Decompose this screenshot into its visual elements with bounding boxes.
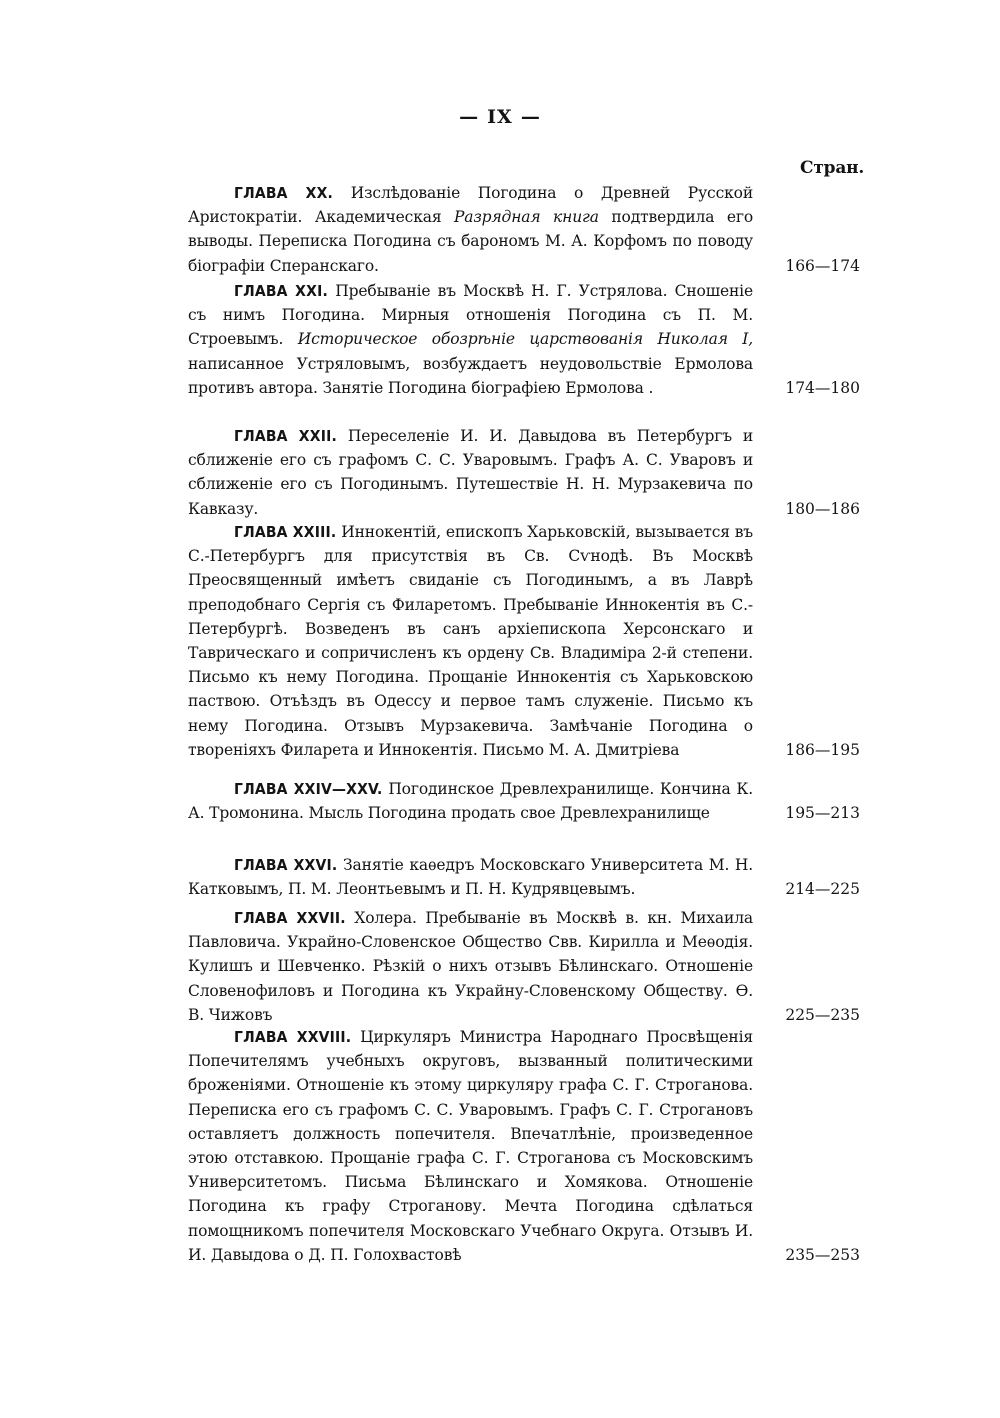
dash-right: — bbox=[520, 106, 541, 128]
chapter-heading: ГЛАВА XXVIII. bbox=[234, 1028, 352, 1046]
toc-entry-chapter-28 bbox=[188, 1025, 860, 1267]
toc-entry-chapter-23 bbox=[188, 520, 860, 762]
entry-description: ГЛАВА XXI. Пребываніе въ Москвѣ Н. Г. Устрялова. Сношеніе съ нимъ Погодина. Мирныя отношенія Погодина съ П. М. Строевымъ. Историческое обозрѣніе царствованія Николая I, написанное Устряловымъ, возбуждаетъ неудовольствіе Ермолова противъ автора. Занятіе Погодина біографіею Ермолова . bbox=[188, 282, 753, 397]
toc-entry-chapter-20 bbox=[188, 181, 860, 278]
toc-entry-chapter-21 bbox=[188, 279, 860, 400]
entry-description: ГЛАВА XXVIII. Циркуляръ Министра Народнаго Просвѣщенія Попечителямъ учебныхъ округовъ, вызванный политическими броженіями. Отношеніе къ этому циркуляру графа С. Г. Строганова. Переписка его съ графомъ С. С. Уваровымъ. Графъ С. Г. Строгановъ оставляетъ должность попечителя. Впечатлѣніе, произведенное этою отставкою. Прощаніе графа С. Г. Строганова съ Московскимъ Университетомъ. Письма Бѣлинскаго и Хомякова. Отношеніе Погодина къ графу Строганову. Мечта Погодина сдѣлаться помощникомъ попечителя Московскаго Учебнаго Округа. Отзывъ И. И. Давыдова о Д. П. Голохвастовѣ bbox=[188, 1028, 754, 1264]
entry-page-range: 214—225 bbox=[785, 880, 860, 899]
chapter-heading: ГЛАВА XXVII. bbox=[234, 909, 346, 927]
pages-column-label: Стран. bbox=[800, 158, 865, 178]
entry-page-range: 174—180 bbox=[785, 378, 860, 397]
chapter-heading: ГЛАВА XXII. bbox=[234, 427, 337, 445]
entry-page-range: 195—213 bbox=[785, 804, 860, 823]
entry-page-range: 186—195 bbox=[785, 740, 860, 759]
chapter-heading: ГЛАВА XXI. bbox=[234, 282, 328, 300]
toc-entry-chapter-26 bbox=[188, 853, 860, 901]
chapter-heading: ГЛАВА XXIII. bbox=[234, 523, 337, 541]
entry-description: ГЛАВА XXII. Переселеніе И. И. Давыдова въ Петербургъ и сближеніе его съ графомъ С. С. Уваровымъ. Графъ А. С. Уваровъ и сближеніе его съ Погодинымъ. Путешествіе Н. Н. Мурзакевича по Кавказу. bbox=[188, 427, 754, 518]
toc-entry-chapter-24-25 bbox=[188, 777, 860, 825]
chapter-heading: ГЛАВА XX. bbox=[234, 184, 334, 202]
page-number bbox=[0, 106, 1000, 128]
page-number-text: IX bbox=[487, 106, 513, 128]
entry-description: ГЛАВА XX. Изслѣдованіе Погодина о Древней Русской Аристократіи. Академическая Разрядная книга подтвердила его выводы. Переписка Погодина съ барономъ М. А. Корфомъ по поводу біографіи Сперанскаго. bbox=[188, 184, 754, 275]
entry-description: ГЛАВА XXIII. Иннокентій, епископъ Харьковскій, вызывается въ С.-Петербургъ для присутствія въ Св. Сѵнодѣ. Въ Москвѣ Преосвященный имѣетъ свиданіе съ Погодинымъ, а въ Лаврѣ преподобнаго Сергія съ Филаретомъ. Пребываніе Иннокентія въ С.-Петербургѣ. Возведенъ въ санъ архіепископа Херсонскаго и Таврическаго и сопричисленъ къ ордену Св. Владиміра 2-й степени. Письмо къ нему Погодина. Прощаніе Иннокентія съ Харьковскою паствою. Отъѣздъ въ Одессу и первое тамъ служеніе. Письмо къ нему Погодина. Отзывъ Мурзакевича. Замѣчаніе Погодина о твореніяхъ Филарета и Иннокентія. Письмо М. А. Дмитріева bbox=[188, 523, 753, 759]
chapter-heading: ГЛАВА XXIV—XXV. bbox=[234, 780, 383, 798]
dash-left: — bbox=[459, 106, 480, 128]
chapter-heading: ГЛАВА XXVI. bbox=[234, 856, 338, 874]
toc-entry-chapter-27 bbox=[188, 906, 860, 1027]
entry-page-range: 225—235 bbox=[785, 1005, 860, 1024]
entry-page-range: 180—186 bbox=[785, 499, 860, 518]
entry-page-range: 235—253 bbox=[785, 1245, 860, 1264]
entry-description: ГЛАВА XXIV—XXV. Погодинское Древлехранилище. Кончина К. А. Тромонина. Мысль Погодина продать свое Древлехранилище bbox=[188, 780, 753, 823]
entry-description: ГЛАВА XXVII. Холера. Пребываніе въ Москвѣ в. кн. Михаила Павловича. Украйно-Словенское Общество Свв. Кирилла и Меѳодія. Кулишъ и Шевченко. Рѣзкій о нихъ отзывъ Бѣлинскаго. Отношеніе Словенофиловъ и Погодина къ Украйну-Словенскому Обществу. Ѳ. В. Чижовъ bbox=[188, 909, 753, 1024]
entry-description: ГЛАВА XXVI. Занятіе каѳедръ Московскаго Университета М. Н. Катковымъ, П. М. Леонтьевымъ и П. Н. Кудрявцевымъ. bbox=[188, 856, 754, 899]
entry-page-range: 166—174 bbox=[785, 256, 860, 275]
toc-entry-chapter-22 bbox=[188, 424, 860, 521]
